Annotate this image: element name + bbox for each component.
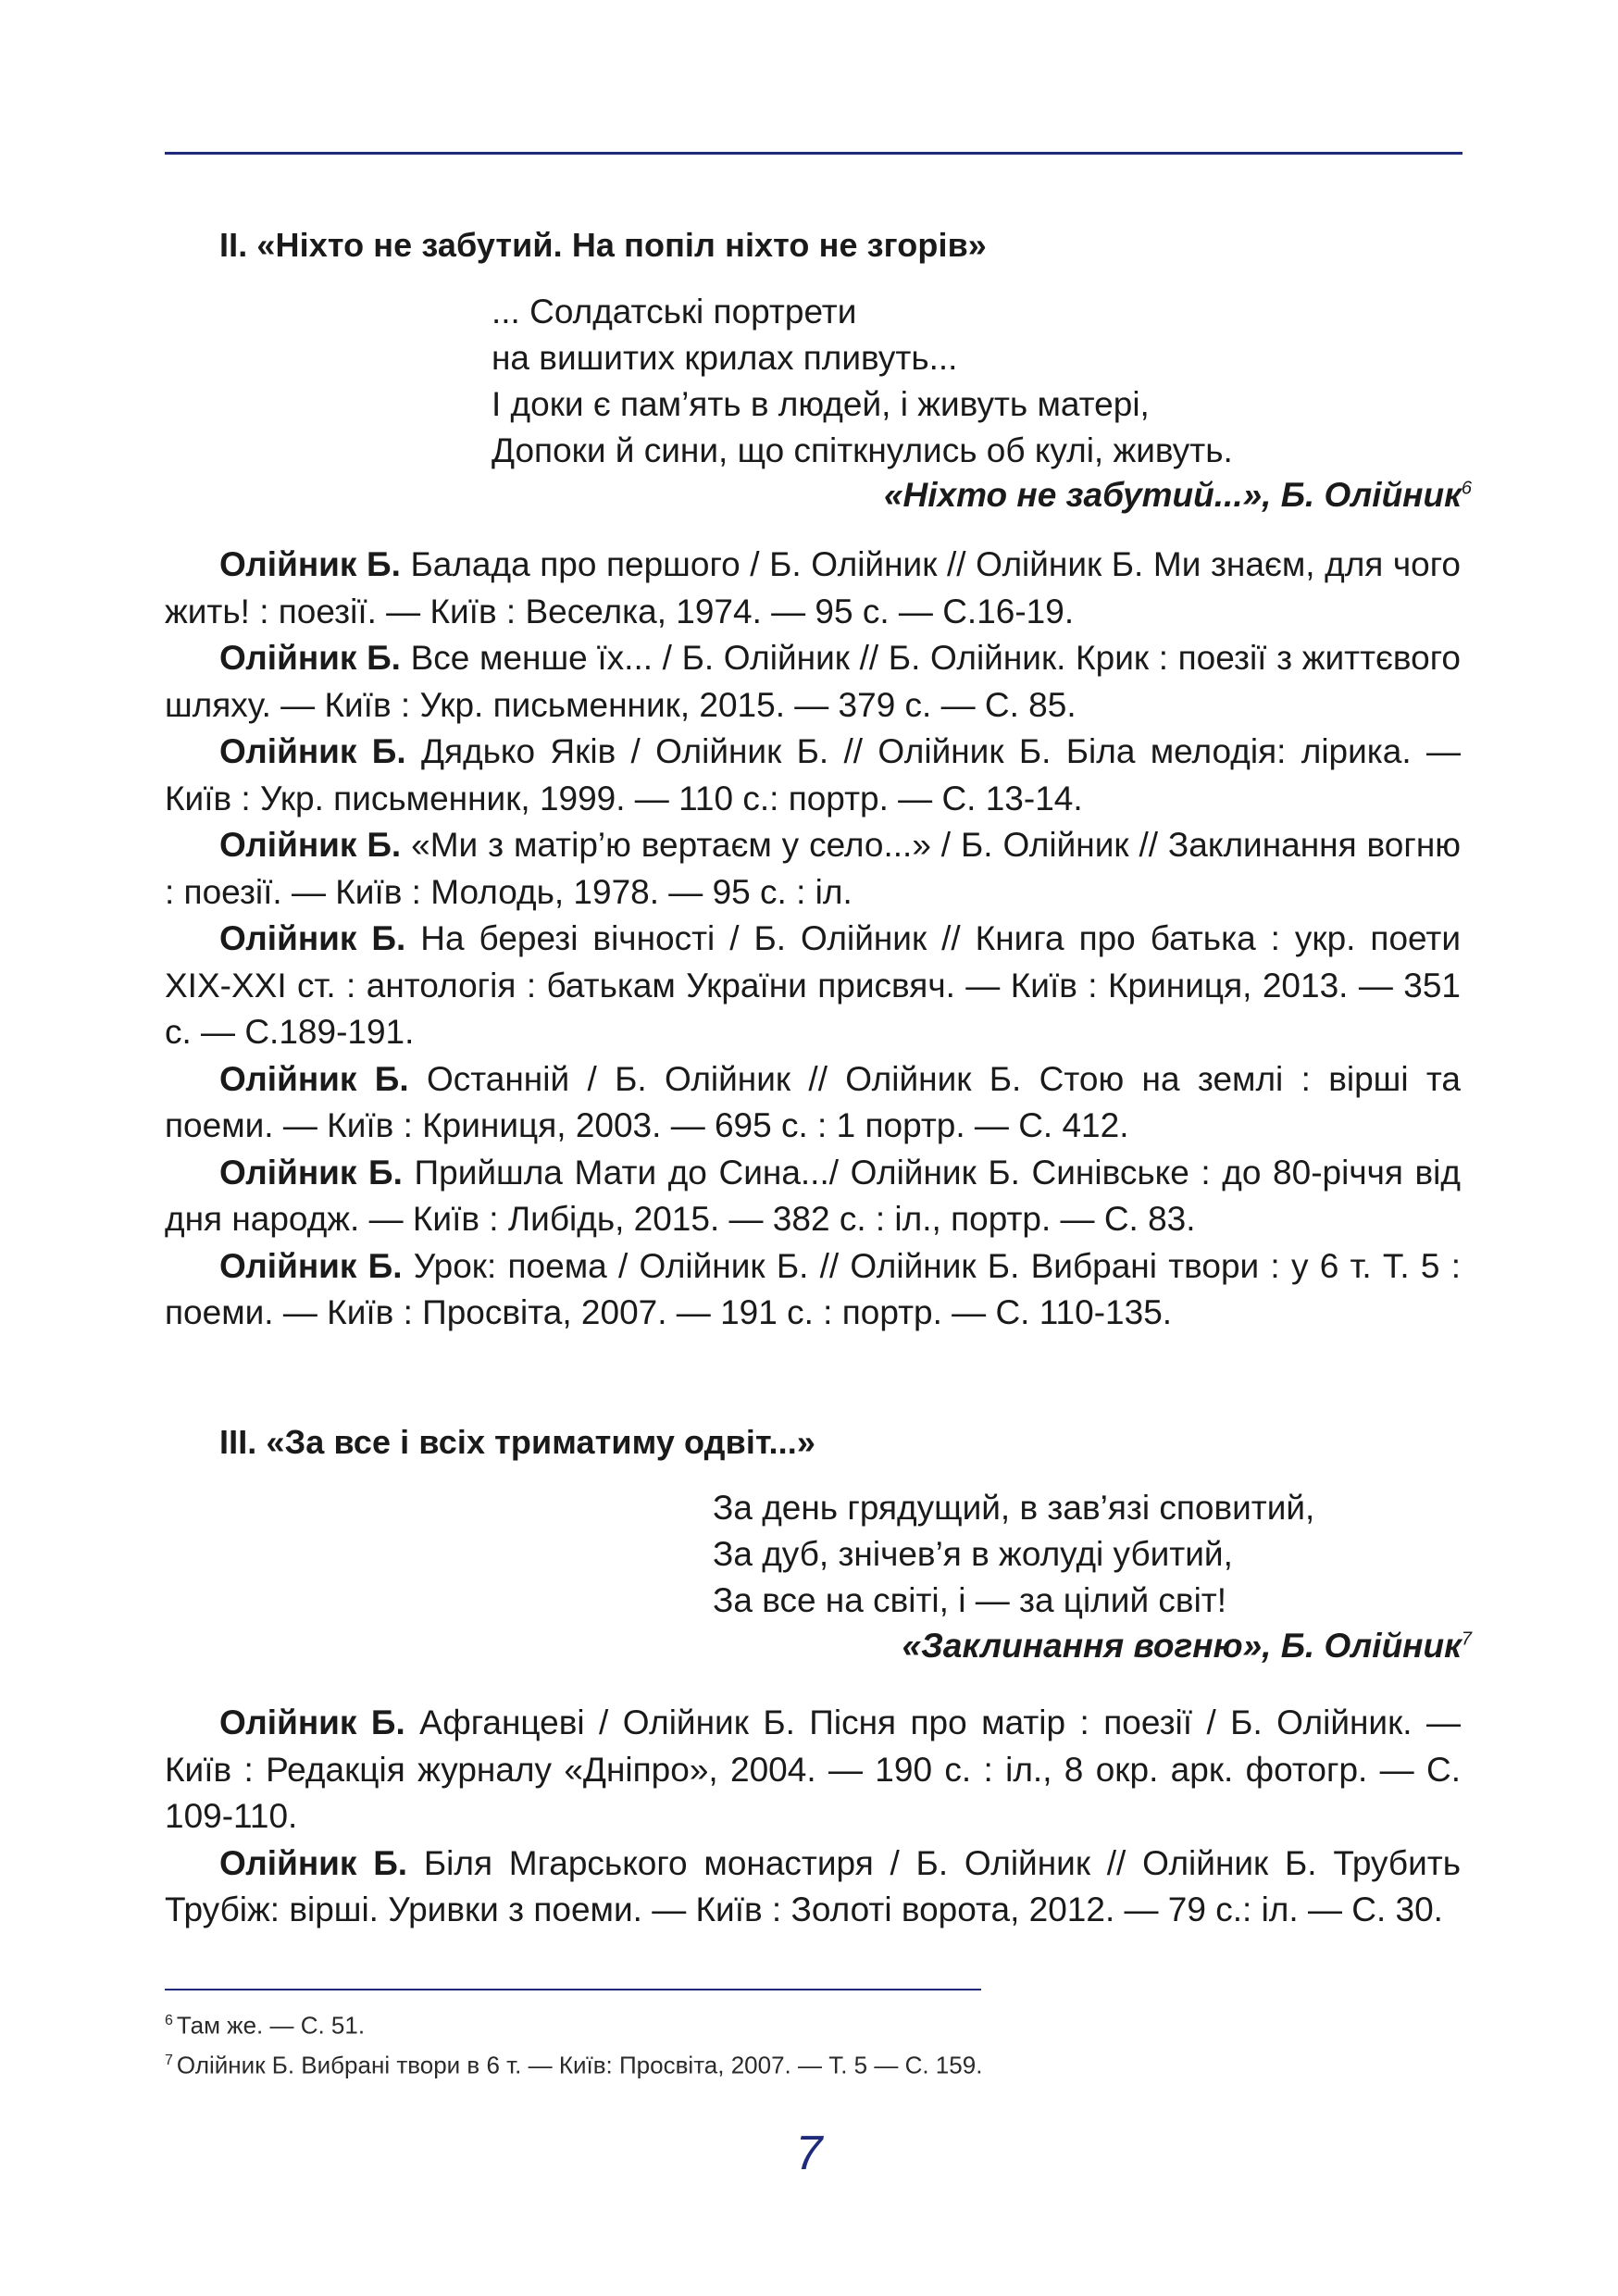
bib-author: Олійник Б. (219, 1703, 405, 1741)
bib-author: Олійник Б. (219, 826, 402, 864)
page-number: 7 (795, 2127, 823, 2180)
verse-line: Допоки й сини, що спіткнулись об кулі, живуть. (492, 431, 1233, 469)
bib-entry (165, 635, 1461, 729)
verse-line: І доки є пам’ять в людей, і живуть матері, (492, 385, 1150, 423)
footnotes (165, 2003, 982, 2082)
verse-line: За дуб, знічев’я в жолуді убитий, (713, 1535, 1233, 1573)
bib-author: Олійник Б. (219, 1153, 403, 1192)
section-3-heading: III. «За все і всіх триматиму одвіт...» (219, 1423, 815, 1461)
footnote-number: 7 (165, 2052, 173, 2068)
bib-text: Прийшла Мати до Сина.../ Олійник Б. Синівське : до 80-річчя від дня народж. — Київ : Либідь, 2015. — 382 с. : іл., портр. — С. 83. (165, 1153, 1461, 1238)
bib-author: Олійник Б. (219, 732, 406, 770)
section-3-bibliography (165, 1700, 1461, 1934)
header-rule (165, 152, 1462, 155)
bib-entry (165, 729, 1461, 822)
bib-text: На березі вічності / Б. Олійник // Книга про батька : укр. поети XIX-XXI ст. : антологія : батькам України присвяч. — Київ : Криниця, 2013. — 351 с. — С.189-191. (165, 919, 1461, 1051)
bib-author: Олійник Б. (219, 919, 406, 957)
bib-text: Останній / Б. Олійник // Олійник Б. Стою на землі : вірші та поеми. — Київ : Криниця, 2003. — 695 с. : 1 портр. — С. 412. (165, 1059, 1462, 1144)
attribution-text: «Ніхто не забутий...», Б. Олійник (883, 476, 1462, 514)
footnote-ref: 6 (1461, 478, 1472, 499)
bib-entry (165, 916, 1461, 1056)
bib-text: Балада про першого / Б. Олійник // Олійник Б. Ми знаєм, для чого жить! : поезії. — Київ : Веселка, 1974. — 95 с. — С.16-19. (165, 545, 1462, 630)
verse-line: на вишитих крилах пливуть... (492, 339, 958, 377)
bib-text: «Ми з матір’ю вертаєм у село...» / Б. Олійник // Заклинання вогню : поезії. — Київ : Молодь, 1978. — 95 с. : іл. (165, 826, 1462, 911)
bib-author: Олійник Б. (219, 545, 401, 583)
bib-entry (165, 822, 1461, 916)
verse-line: ... Солдатські портрети (492, 293, 857, 331)
footnote-text: Олійник Б. Вибрані твори в 6 т. — Київ: Просвіта, 2007. — Т. 5 — С. 159. (176, 2051, 983, 2079)
bib-entry (165, 1841, 1461, 1934)
bib-text: Афганцеві / Олійник Б. Пісня про матір : поезії / Б. Олійник. — Київ : Редакція журналу «Дніпро», 2004. — 190 с. : іл., 8 окр. арк. фотогр. — С. 109-110. (165, 1703, 1461, 1835)
bib-entry (165, 1700, 1461, 1841)
bib-text: Все менше їх... / Б. Олійник // Б. Олійник. Крик : поезії з життєвого шляху. — Київ : Укр. письменник, 2015. — 379 с. — С. 85. (165, 639, 1461, 724)
bib-text: Урок: поема / Олійник Б. // Олійник Б. Вибрані твори : у 6 т. Т. 5 : поеми. — Київ : Просвіта, 2007. — 191 с. : портр. — С. 110-135. (165, 1246, 1461, 1331)
bib-entry (165, 1150, 1461, 1243)
bib-entry (165, 1056, 1461, 1150)
bib-author: Олійник Б. (219, 639, 401, 677)
section-2-bibliography (165, 542, 1461, 1337)
verse-line: За все на світі, і — за цілий світ! (713, 1581, 1227, 1619)
verse-line: За день грядущий, в зав’язі сповитий, (713, 1489, 1315, 1527)
bib-entry (165, 1243, 1461, 1337)
section-2-heading: II. «Ніхто не забутий. На попіл ніхто не згорів» (219, 226, 987, 264)
bib-entry (165, 542, 1461, 635)
footnote-text: Там же. — С. 51. (176, 2011, 366, 2040)
bib-text: Біля Мгарського монастиря / Б. Олійник // Олійник Б. Трубить Трубіж: вірші. Уривки з поеми. — Київ : Золоті ворота, 2012. — 79 с.: іл. — С. 30. (165, 1843, 1462, 1928)
bib-author: Олійник Б. (219, 1059, 409, 1098)
footnote (165, 2043, 982, 2083)
bib-text: Дядько Яків / Олійник Б. // Олійник Б. Біла мелодія: лірика. — Київ : Укр. письменник, 1999. — 110 с.: портр. — С. 13-14. (165, 732, 1461, 817)
footnote-ref: 7 (1461, 1628, 1472, 1650)
attribution-text: «Заклинання вогню», Б. Олійник (902, 1627, 1462, 1665)
footnote-number: 6 (165, 2013, 173, 2028)
section-3-attribution (902, 1627, 1472, 1666)
section-2-epigraph (492, 289, 1233, 474)
bib-author: Олійник Б. (219, 1246, 403, 1285)
bib-author: Олійник Б. (219, 1843, 408, 1882)
footnote (165, 2003, 982, 2043)
section-3-epigraph (713, 1485, 1314, 1624)
footnote-rule (165, 1989, 981, 1990)
section-2-attribution (884, 476, 1472, 515)
